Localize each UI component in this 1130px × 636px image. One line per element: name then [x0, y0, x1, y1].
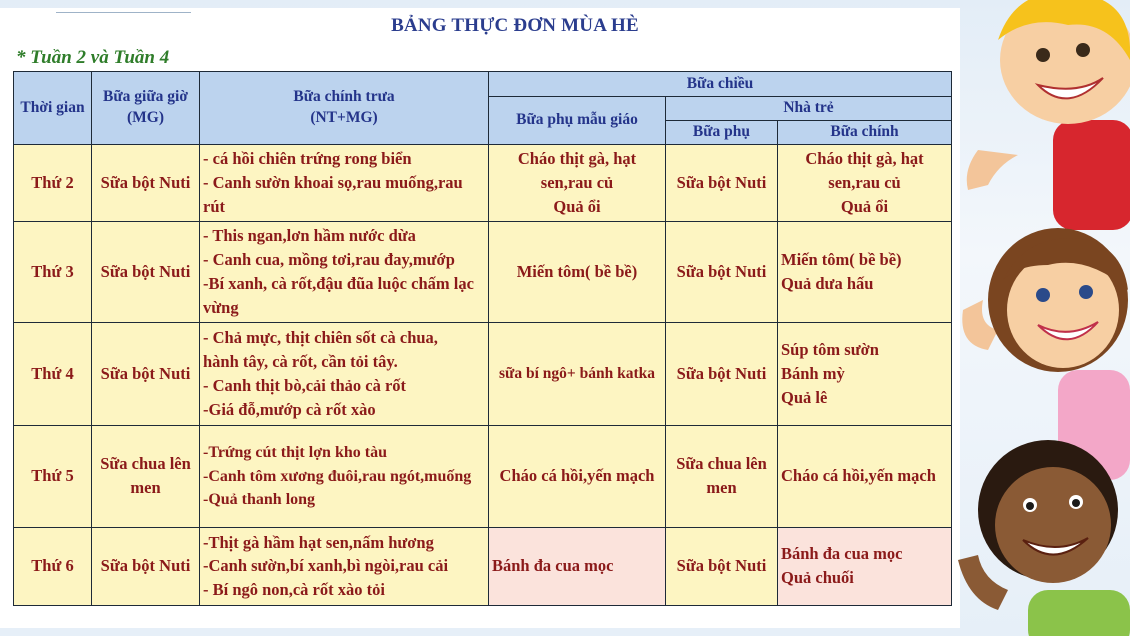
- nursery-main-line: sen,rau củ: [828, 173, 901, 193]
- lunch-line: - Canh thịt bò,cải thảo cà rốt: [203, 375, 407, 395]
- lunch-cell: [200, 425, 489, 527]
- nursery-main-line: Quả dưa hấu: [781, 274, 874, 294]
- kg-snack-line: Miến tôm( bề bề): [516, 262, 638, 282]
- nursery-snack-line: Sữa bột Nuti: [676, 262, 767, 282]
- header-lunch-line2: (NT+MG): [310, 109, 378, 126]
- snack-cell: [92, 425, 200, 527]
- kg-snack-line: sen,rau củ: [540, 173, 614, 193]
- nursery-snack-line: Sữa chua lên: [676, 454, 767, 474]
- cartoon-children-icon: [958, 0, 1130, 636]
- lunch-line: - Bí ngô non,cà rốt xào tỏi: [203, 580, 385, 600]
- nursery-main-line: Bánh đa cua mọc: [781, 544, 903, 564]
- page-title: BẢNG THỰC ĐƠN MÙA HÈ: [391, 15, 639, 36]
- header-time: Thời gian: [14, 72, 92, 145]
- nursery-snack-cell: [666, 527, 778, 605]
- snack-line: Sữa bột Nuti: [100, 364, 191, 384]
- lunch-line: - This ngan,lơn hầm nước dừa: [203, 226, 416, 246]
- nursery-main-line: Quả ổi: [840, 197, 889, 217]
- header-snack-mg: [92, 72, 200, 145]
- lunch-line: -Canh tôm xương đuôi,rau ngót,muống: [203, 467, 472, 485]
- snack-line: Sữa bột Nuti: [100, 262, 191, 282]
- snack-cell: [92, 222, 200, 323]
- table-row: [14, 145, 952, 222]
- lunch-line: -Bí xanh, cà rốt,đậu đũa luộc chấm lạc: [203, 274, 474, 294]
- nursery-main-line: Cháo thịt gà, hạt: [805, 149, 924, 169]
- nursery-main-line: Súp tôm sườn: [781, 340, 879, 360]
- nursery-main-line: Miến tôm( bề bề): [781, 250, 902, 270]
- table-row: [14, 425, 952, 527]
- lunch-cell: [200, 527, 489, 605]
- lunch-line: - cá hồi chiên trứng rong biển: [203, 149, 412, 169]
- table-row: [14, 222, 952, 323]
- nursery-main-cell: [778, 425, 952, 527]
- lunch-line: - Canh sườn khoai sọ,rau muống,rau: [203, 173, 463, 193]
- day-cell: Thứ 3: [14, 222, 92, 323]
- lunch-line: -Giá đỗ,mướp cà rốt xào: [203, 399, 376, 419]
- header-snack-mg-line2: (MG): [126, 109, 164, 126]
- week-subtitle: * Tuần 2 và Tuần 4: [16, 47, 170, 68]
- header-afternoon: Bữa chiều: [489, 72, 952, 97]
- lunch-cell: [200, 323, 489, 425]
- nursery-snack-cell: [666, 145, 778, 222]
- kg-snack-line: Bánh đa cua mọc: [492, 556, 614, 576]
- lunch-line: -Quả thanh long: [203, 490, 316, 508]
- nursery-snack-line: men: [706, 478, 737, 498]
- table-row: [14, 323, 952, 425]
- lunch-line: rút: [203, 197, 225, 217]
- kg-snack-cell: [489, 323, 666, 425]
- lunch-line: -Trứng cút thịt lợn kho tàu: [203, 444, 387, 462]
- table-row: [14, 527, 952, 605]
- snack-line: Sữa chua lên: [100, 454, 191, 474]
- nursery-main-line: Bánh mỳ: [781, 364, 845, 384]
- header-nursery-main: Bữa chính: [778, 121, 952, 145]
- day-cell: Thứ 4: [14, 323, 92, 425]
- lunch-line: hành tây, cà rốt, cần tỏi tây.: [203, 352, 398, 372]
- kg-snack-line: Cháo cá hồi,yến mạch: [499, 466, 655, 486]
- kg-snack-line: Quả ổi: [553, 197, 601, 217]
- decorative-line: [56, 12, 191, 13]
- nursery-main-cell: [778, 323, 952, 425]
- day-cell: Thứ 6: [14, 527, 92, 605]
- lunch-cell: [200, 145, 489, 222]
- kg-snack-cell: [489, 222, 666, 323]
- kg-snack-cell: [489, 425, 666, 527]
- nursery-snack-line: Sữa bột Nuti: [676, 556, 767, 576]
- day-cell: Thứ 5: [14, 425, 92, 527]
- nursery-snack-cell: [666, 222, 778, 323]
- lunch-line: -Thịt gà hầm hạt sen,nấm hương: [203, 532, 434, 552]
- nursery-main-cell: [778, 145, 952, 222]
- nursery-main-line: Quả lê: [781, 387, 828, 407]
- snack-line: men: [130, 478, 161, 498]
- lunch-line: -Canh sườn,bí xanh,bì ngòi,rau cải: [203, 556, 449, 576]
- nursery-snack-cell: [666, 323, 778, 425]
- nursery-main-cell: [778, 527, 952, 605]
- header-lunch-line1: Bữa chính trưa: [293, 88, 395, 106]
- nursery-main-cell: [778, 222, 952, 323]
- header-snack-mg-line1: Bữa giữa giờ: [103, 88, 188, 106]
- lunch-line: - Chả mực, thịt chiên sốt cà chua,: [203, 328, 438, 348]
- lunch-line: vừng: [203, 298, 239, 318]
- lunch-cell: [200, 222, 489, 323]
- header-kindergarten-snack: Bữa phụ mẫu giáo: [489, 97, 666, 145]
- kg-snack-line: Cháo thịt gà, hạt: [517, 149, 637, 169]
- snack-line: Sữa bột Nuti: [100, 556, 191, 576]
- kg-snack-cell: [489, 527, 666, 605]
- header-nursery-snack: Bữa phụ: [666, 121, 778, 145]
- snack-cell: [92, 323, 200, 425]
- header-nursery: Nhà trẻ: [666, 97, 952, 121]
- snack-cell: [92, 527, 200, 605]
- header-lunch: [200, 72, 489, 145]
- kg-snack-line: sữa bí ngô+ bánh katka: [499, 364, 655, 382]
- kg-snack-cell: [489, 145, 666, 222]
- day-cell: Thứ 2: [14, 145, 92, 222]
- snack-cell: [92, 145, 200, 222]
- lunch-line: - Canh cua, mồng tơi,rau đay,mướp: [203, 250, 455, 270]
- nursery-snack-line: Sữa bột Nuti: [676, 364, 767, 384]
- menu-table: [13, 71, 952, 606]
- snack-line: Sữa bột Nuti: [100, 173, 191, 193]
- nursery-snack-cell: [666, 425, 778, 527]
- nursery-main-line: Cháo cá hồi,yến mạch: [781, 466, 936, 486]
- nursery-main-line: Quả chuối: [781, 568, 854, 588]
- nursery-snack-line: Sữa bột Nuti: [676, 173, 767, 193]
